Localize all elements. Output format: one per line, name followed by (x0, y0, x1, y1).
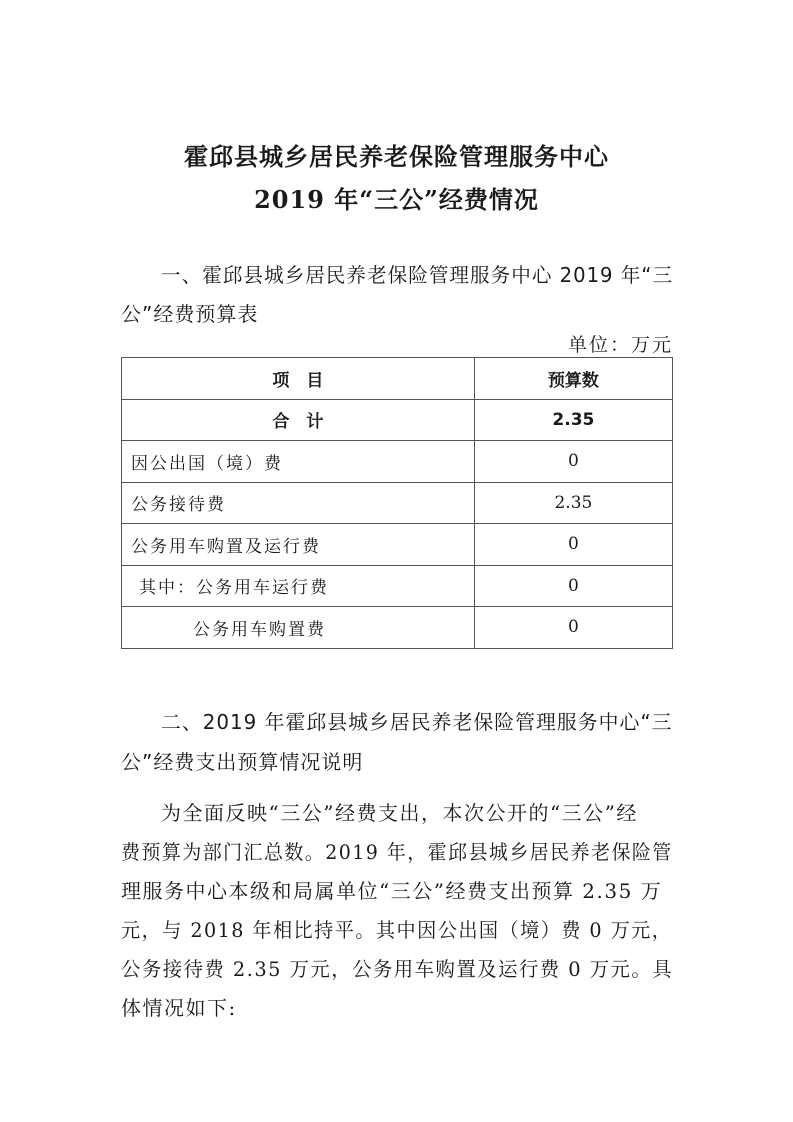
row-value: 0 (474, 524, 672, 566)
section1-heading-line2: 公”经费预算表 (121, 302, 259, 326)
paragraph-line: 元，与 2018 年相比持平。其中因公出国（境）费 0 万元， (121, 918, 673, 942)
row-value: 0 (474, 607, 672, 649)
row-value: 0 (474, 441, 672, 483)
paragraph-line: 为全面反映“三公”经费支出，本次公开的“三公”经 (161, 801, 638, 825)
header-item: 项 目 (122, 358, 475, 400)
paragraph-line: 费预算为部门汇总数。2019 年，霍邱县城乡居民养老保险管 (121, 840, 673, 864)
row-label: 因公出国（境）费 (122, 441, 475, 483)
row-value: 0 (474, 565, 672, 607)
row-label: 其中：公务用车运行费 (122, 565, 475, 607)
header-budget: 预算数 (474, 358, 672, 400)
paragraph-line: 公务接待费 2.35 万元，公务用车购置及运行费 0 万元。具 (121, 957, 674, 981)
table-row (122, 524, 673, 566)
paragraph-line: 体情况如下: (121, 996, 237, 1020)
table-header-row (122, 358, 673, 400)
unit-label: 单位：万元 (567, 334, 673, 356)
row-value: 2.35 (474, 482, 672, 524)
section2-heading-line2: 公”经费支出预算情况说明 (121, 750, 364, 774)
total-label: 合 计 (122, 399, 475, 441)
table-total-row (122, 399, 673, 441)
budget-table (121, 357, 673, 649)
row-label: 公务接待费 (122, 482, 475, 524)
table-row (122, 607, 673, 649)
table-row (122, 482, 673, 524)
section1-heading-line1: 一、霍邱县城乡居民养老保险管理服务中心 2019 年“三 (161, 263, 674, 287)
total-value: 2.35 (474, 399, 672, 441)
row-label: 公务用车购置费 (122, 607, 475, 649)
document-title-line2: 2019 年“三公”经费情况 (254, 185, 539, 214)
table-row (122, 441, 673, 483)
table-row (122, 565, 673, 607)
document-title-line1: 霍邱县城乡居民养老保险管理服务中心 (184, 142, 609, 171)
section2-heading-line1: 二、2019 年霍邱县城乡居民养老保险管理服务中心“三 (161, 710, 673, 734)
row-label: 公务用车购置及运行费 (122, 524, 475, 566)
paragraph-line: 理服务中心本级和局属单位“三公”经费支出预算 2.35 万 (121, 879, 663, 903)
